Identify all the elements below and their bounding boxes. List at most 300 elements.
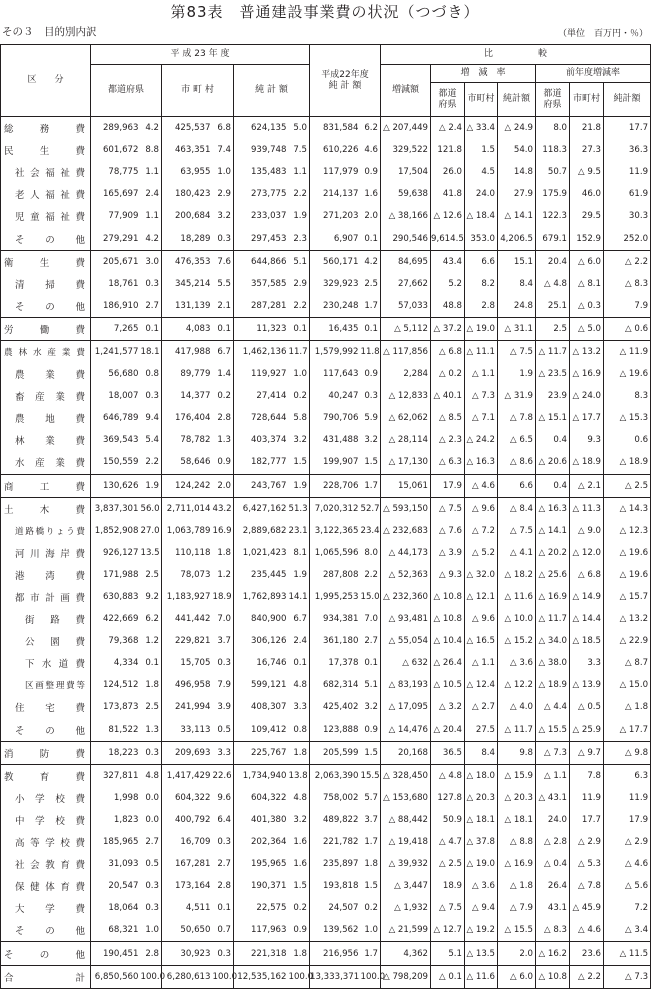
table-cell: △ 20.6 (536, 451, 570, 474)
table-cell: 61.9 (604, 183, 651, 205)
table-cell: △ 8.8 (498, 831, 536, 853)
table-cell: △ 39,932 (381, 853, 431, 875)
table-cell: △ 12.4 (465, 674, 498, 696)
table-cell: 225,767 (234, 741, 289, 764)
table-cell: 2.5 (141, 696, 162, 718)
table-cell: △ 14.1 (536, 520, 570, 542)
table-cell: △ 1.1 (465, 652, 498, 674)
table-cell: 235,897 (310, 853, 361, 875)
table-cell: 59,638 (381, 183, 431, 205)
table-cell: 193,818 (310, 875, 361, 897)
table-cell: 56,680 (91, 363, 141, 385)
table-cell: 3.9 (213, 696, 234, 718)
table-cell: 229,821 (162, 630, 213, 652)
table-cell: 4.2 (361, 250, 381, 273)
table-cell: △ 10.8 (431, 608, 465, 630)
table-cell: 422,669 (91, 608, 141, 630)
row-label-text: 農地費 (15, 414, 85, 426)
table-cell: 135,483 (234, 161, 289, 183)
table-row (1, 630, 651, 652)
table-cell: △ 3,447 (381, 875, 431, 897)
table-cell: △ 15.3 (604, 407, 651, 429)
table-cell: △ 2.9 (604, 831, 651, 853)
row-label (1, 385, 91, 407)
table-cell: △ 4.7 (431, 831, 465, 853)
table-cell: 1.9 (289, 564, 310, 586)
table-cell: 1.7 (361, 942, 381, 965)
table-cell: △ 16.2 (536, 942, 570, 965)
table-cell: △ 11.7 (536, 340, 570, 363)
table-cell: 228,706 (310, 474, 361, 497)
row-label (1, 295, 91, 318)
table-cell: 171,988 (91, 564, 141, 586)
table-cell: △ 10.8 (536, 965, 570, 988)
table-cell: 560,171 (310, 250, 361, 273)
table-cell: 233,037 (234, 205, 289, 227)
table-cell: △ 15.7 (604, 586, 651, 608)
table-cell: 6.2 (361, 117, 381, 140)
table-cell: 790,706 (310, 407, 361, 429)
table-cell: 17,504 (381, 161, 431, 183)
table-cell: 3,837,301 (91, 497, 141, 520)
table-cell: △ 20.3 (465, 787, 498, 809)
table-cell: 9.2 (141, 586, 162, 608)
table-cell: △ 0.2 (431, 363, 465, 385)
table-cell: △ 0.1 (431, 965, 465, 988)
table-cell: △ 83,193 (381, 674, 431, 696)
table-row (1, 117, 651, 140)
table-cell: △ 9.8 (604, 741, 651, 764)
row-label (1, 474, 91, 497)
table-cell: 1,823 (91, 809, 141, 831)
page-title: 第83表 普通建設事業費の状況（つづき） (170, 3, 480, 21)
row-label-text: その他 (15, 301, 85, 313)
table-row (1, 608, 651, 630)
table-cell: 5.2 (431, 273, 465, 295)
table-cell: 476,353 (162, 250, 213, 273)
table-cell: 1,183,927 (162, 586, 213, 608)
table-cell: 230,248 (310, 295, 361, 318)
table-cell: △ 4.6 (570, 919, 604, 942)
table-cell: 2,063,390 (310, 764, 361, 787)
table-cell: 2.0 (498, 942, 536, 965)
table-cell: 6,850,560 (91, 965, 141, 988)
table-cell: 180,423 (162, 183, 213, 205)
table-cell: 17.9 (431, 474, 465, 497)
table-row (1, 497, 651, 520)
row-label-text: その他 (15, 234, 85, 246)
table-cell: 2.4 (289, 630, 310, 652)
table-cell: 15.5 (361, 764, 381, 787)
table-row (1, 831, 651, 853)
table-cell: 1.7 (361, 831, 381, 853)
table-cell: △ 15.1 (536, 407, 570, 429)
table-cell: △ 18.2 (498, 564, 536, 586)
table-cell: 200,684 (162, 205, 213, 227)
table-cell: 11.9 (604, 161, 651, 183)
row-label-text: 小学校費 (15, 793, 85, 805)
table-cell: 1.5 (361, 741, 381, 764)
table-cell: 2.5 (361, 273, 381, 295)
table-cell: 1.9 (289, 205, 310, 227)
table-cell: △ 12,833 (381, 385, 431, 407)
table-cell: 6.7 (289, 608, 310, 630)
table-cell: △ 38,166 (381, 205, 431, 227)
table-cell: △ 4.0 (498, 696, 536, 718)
row-label (1, 942, 91, 965)
table-cell: 604,322 (162, 787, 213, 809)
table-cell: 18,289 (162, 227, 213, 250)
table-cell: △ 18.5 (570, 630, 604, 652)
table-cell: 1.6 (289, 831, 310, 853)
table-cell: 0.3 (213, 227, 234, 250)
table-cell: 27,662 (381, 273, 431, 295)
row-label (1, 674, 91, 696)
table-cell: 150,559 (91, 451, 141, 474)
table-cell: 56.0 (141, 497, 162, 520)
table-cell: △ 15.2 (498, 630, 536, 652)
table-cell: 1.0 (213, 161, 234, 183)
row-label-text: 民生費 (4, 146, 85, 158)
table-cell: 17,378 (310, 652, 361, 674)
table-cell: 27,414 (234, 385, 289, 407)
table-cell: 48.8 (431, 295, 465, 318)
table-cell: △ 3.6 (498, 652, 536, 674)
table-cell: 11.9 (604, 787, 651, 809)
table-cell: 252.0 (604, 227, 651, 250)
row-label (1, 965, 91, 988)
row-label-text: 林業費 (15, 436, 85, 448)
table-cell: 3.2 (289, 809, 310, 831)
table-cell: 43.2 (213, 497, 234, 520)
table-cell: 0.3 (141, 741, 162, 764)
table-cell: 3.3 (289, 696, 310, 718)
table-cell: 0.3 (141, 875, 162, 897)
table-cell: 2.3 (289, 227, 310, 250)
table-cell: 403,374 (234, 429, 289, 451)
table-cell: △ 207,449 (381, 117, 431, 140)
table-row (1, 875, 651, 897)
table-row (1, 474, 651, 497)
table-cell: △ 19.6 (604, 564, 651, 586)
table-cell: △ 45.9 (570, 897, 604, 919)
table-cell: 18,761 (91, 273, 141, 295)
table-cell: △ 8.5 (431, 407, 465, 429)
table-cell: △ 6.3 (431, 451, 465, 474)
table-cell: 2.8 (213, 875, 234, 897)
header-fy22 (310, 45, 381, 117)
table-cell: 1.4 (213, 363, 234, 385)
table-cell: 121.8 (431, 139, 465, 161)
row-label-text: 都市計画費 (15, 593, 85, 605)
table-cell: △ 2.1 (570, 474, 604, 497)
row-label (1, 340, 91, 363)
table-cell: △ 9.3 (431, 564, 465, 586)
table-cell: 89,779 (162, 363, 213, 385)
row-label (1, 696, 91, 718)
table-cell: 16.9 (213, 520, 234, 542)
table-cell: 682,314 (310, 674, 361, 696)
table-cell: △ 19.6 (604, 542, 651, 564)
table-cell: 7,265 (91, 317, 141, 340)
table-cell: 78,073 (162, 564, 213, 586)
table-cell: 6.6 (498, 474, 536, 497)
table-cell: 152.9 (570, 227, 604, 250)
table-cell: △ 9.7 (570, 741, 604, 764)
table-cell: 601,672 (91, 139, 141, 161)
table-cell: 271,203 (310, 205, 361, 227)
table-cell: 13.8 (289, 764, 310, 787)
table-cell: △ 16.3 (465, 451, 498, 474)
table-cell: 489,822 (310, 809, 361, 831)
table-cell: △ 11.7 (498, 719, 536, 742)
table-cell: △ 153,680 (381, 787, 431, 809)
table-row (1, 407, 651, 429)
row-label (1, 497, 91, 520)
table-cell: 5.8 (289, 407, 310, 429)
table-cell: 124,242 (162, 474, 213, 497)
table-cell: 11,323 (234, 317, 289, 340)
table-cell: △ 8.7 (604, 652, 651, 674)
table-cell: 1.6 (361, 183, 381, 205)
table-cell: 2.8 (213, 407, 234, 429)
table-cell: △ 18.9 (570, 451, 604, 474)
table-body (1, 117, 651, 989)
table-cell: 6.2 (141, 608, 162, 630)
table-cell: 175.9 (536, 183, 570, 205)
table-cell: △ 117,856 (381, 340, 431, 363)
table-cell: △ 14.9 (570, 586, 604, 608)
table-cell: 0.9 (361, 719, 381, 742)
table-cell: 425,537 (162, 117, 213, 140)
row-label-text: 水産業費 (15, 458, 85, 470)
row-label-text: その他 (4, 949, 85, 961)
row-label-text: 土木費 (4, 504, 85, 516)
table-cell: △ 24.0 (570, 385, 604, 407)
table-row (1, 942, 651, 965)
table-cell: 361,180 (310, 630, 361, 652)
table-cell: △ 3.2 (431, 696, 465, 718)
table-cell: △ 93,481 (381, 608, 431, 630)
table-row (1, 429, 651, 451)
table-cell: △ 18.9 (536, 674, 570, 696)
table-cell: △ 5.0 (570, 317, 604, 340)
table-cell: 431,488 (310, 429, 361, 451)
table-cell: 6,280,613 (162, 965, 213, 988)
table-cell: 3.7 (213, 630, 234, 652)
table-cell: 287,281 (234, 295, 289, 318)
table-cell: 0.2 (361, 897, 381, 919)
table-cell: 1.8 (289, 942, 310, 965)
table-cell: 463,351 (162, 139, 213, 161)
table-row (1, 451, 651, 474)
table-cell: 199,907 (310, 451, 361, 474)
table-cell: △ 4.8 (431, 764, 465, 787)
table-cell: 1.0 (361, 919, 381, 942)
table-cell: 1.5 (465, 139, 498, 161)
table-cell: △ 15.9 (498, 764, 536, 787)
table-cell: 17.7 (604, 117, 651, 140)
table-cell: 124,512 (91, 674, 141, 696)
table-cell: 31,093 (91, 853, 141, 875)
table-cell: 1.9 (498, 363, 536, 385)
table-cell: 8.0 (536, 117, 570, 140)
table-cell: 23.9 (536, 385, 570, 407)
table-cell: △ 12.1 (465, 586, 498, 608)
table-cell: 840,900 (234, 608, 289, 630)
row-label (1, 183, 91, 205)
table-cell: △ 11.6 (498, 586, 536, 608)
table-cell: △ 7.5 (498, 340, 536, 363)
table-cell: 2.7 (141, 295, 162, 318)
table-cell: 209,693 (162, 741, 213, 764)
table-cell: △ 13.9 (570, 674, 604, 696)
table-cell: 12,535,162 (234, 965, 289, 988)
table-cell: △ 15.5 (498, 919, 536, 942)
table-cell: △ 328,450 (381, 764, 431, 787)
table-cell: 23.6 (570, 942, 604, 965)
table-cell: △ 232,683 (381, 520, 431, 542)
table-cell: 1.9 (289, 474, 310, 497)
table-cell: 0.0 (141, 809, 162, 831)
table-cell: △ 1.8 (498, 875, 536, 897)
table-cell: 58,646 (162, 451, 213, 474)
table-cell: △ 9.6 (465, 497, 498, 520)
table-cell: 2.2 (289, 183, 310, 205)
table-cell: 939,748 (234, 139, 289, 161)
table-cell: 3.3 (213, 741, 234, 764)
row-label (1, 520, 91, 542)
table-cell: 0.9 (213, 451, 234, 474)
row-label-text: 港湾費 (15, 570, 85, 582)
table-cell: 122.3 (536, 205, 570, 227)
table-cell: 6,427,162 (234, 497, 289, 520)
table-cell: △ 16.9 (498, 853, 536, 875)
table-cell: △ 7.9 (498, 897, 536, 919)
table-cell: △ 9.6 (465, 608, 498, 630)
table-cell: △ 34.0 (536, 630, 570, 652)
table-cell: 8.4 (498, 273, 536, 295)
table-cell: △ 43.1 (536, 787, 570, 809)
table-cell: 329,923 (310, 273, 361, 295)
table-cell: 50,650 (162, 919, 213, 942)
table-cell: 646,789 (91, 407, 141, 429)
table-cell: 425,402 (310, 696, 361, 718)
table-cell: △ 10.8 (431, 586, 465, 608)
table-cell: △ 632 (381, 652, 431, 674)
row-label (1, 809, 91, 831)
table-cell: 165,697 (91, 183, 141, 205)
table-cell: △ 14.1 (498, 205, 536, 227)
table-cell: 7.5 (289, 139, 310, 161)
table-cell: △ 11.3 (570, 497, 604, 520)
table-row (1, 273, 651, 295)
table-cell: 604,322 (234, 787, 289, 809)
row-label-text: 総務費 (4, 124, 85, 136)
table-cell: △ 22.9 (604, 630, 651, 652)
table-cell: 1,065,596 (310, 542, 361, 564)
row-label-text: その他 (15, 725, 85, 737)
table-cell: 43.1 (536, 897, 570, 919)
table-cell: 0.3 (213, 942, 234, 965)
table-cell: 68,321 (91, 919, 141, 942)
table-cell: 0.5 (213, 719, 234, 742)
table-cell: 9.6 (213, 787, 234, 809)
table-cell: 186,910 (91, 295, 141, 318)
table-cell: 8.0 (361, 542, 381, 564)
table-cell: △ 7.8 (570, 875, 604, 897)
row-label-text: その他 (15, 926, 85, 938)
table-cell: 109,412 (234, 719, 289, 742)
table-cell: 18.1 (141, 340, 162, 363)
row-label (1, 161, 91, 183)
table-cell: 202,364 (234, 831, 289, 853)
table-cell: 78,782 (162, 429, 213, 451)
table-cell: 0.9 (361, 161, 381, 183)
table-cell: 4,362 (381, 942, 431, 965)
table-cell: 2,284 (381, 363, 431, 385)
table-cell: 123,888 (310, 719, 361, 742)
table-cell: △ 15.0 (604, 674, 651, 696)
table-cell: 2.8 (141, 942, 162, 965)
row-label (1, 117, 91, 140)
row-label-text: 農林水産業費 (4, 347, 85, 358)
table-cell: 7.6 (213, 250, 234, 273)
table-cell: 0.6 (604, 429, 651, 451)
table-cell: △ 11.6 (465, 965, 498, 988)
header-zennendo: 前年度増減率 (536, 65, 651, 83)
table-cell: 7.0 (361, 608, 381, 630)
table-row (1, 227, 651, 250)
table-cell: 0.5 (141, 853, 162, 875)
table-cell: △ 10.4 (431, 630, 465, 652)
table-cell: △ 17,130 (381, 451, 431, 474)
table-cell: 20,168 (381, 741, 431, 764)
table-cell: 2.5 (141, 564, 162, 586)
table-cell: 4,083 (162, 317, 213, 340)
row-label-text: 街路費 (25, 615, 85, 627)
table-cell: △ 38.0 (536, 652, 570, 674)
table-cell: △ 4.8 (536, 273, 570, 295)
table-cell: 40,247 (310, 385, 361, 407)
table-cell: △ 7.5 (431, 897, 465, 919)
table-cell: 0.1 (141, 652, 162, 674)
subheader-zn-junkei: 純計額 (604, 83, 651, 117)
table-cell: 20,547 (91, 875, 141, 897)
table-cell: 18.9 (431, 875, 465, 897)
table-cell: △ 14,476 (381, 719, 431, 742)
table-cell: 3.3 (570, 652, 604, 674)
table-cell: 4.8 (289, 674, 310, 696)
table-cell: 400,792 (162, 809, 213, 831)
row-label-text: 児童福祉費 (15, 212, 85, 224)
table-cell: △ 4.4 (536, 696, 570, 718)
table-cell: 190,371 (234, 875, 289, 897)
table-cell: 4,334 (91, 652, 141, 674)
table-cell: 5.5 (213, 273, 234, 295)
row-label-text: 商工費 (4, 481, 85, 493)
table-cell: △ 9.5 (570, 161, 604, 183)
table-cell: △ 28,114 (381, 429, 431, 451)
table-cell: △ 8.6 (498, 451, 536, 474)
table-cell: 15,705 (162, 652, 213, 674)
table-row (1, 295, 651, 318)
table-cell: △ 11.7 (536, 608, 570, 630)
table-cell: 679.1 (536, 227, 570, 250)
table-cell: 77,909 (91, 205, 141, 227)
table-cell: △ 52,363 (381, 564, 431, 586)
table-cell: 130,626 (91, 474, 141, 497)
